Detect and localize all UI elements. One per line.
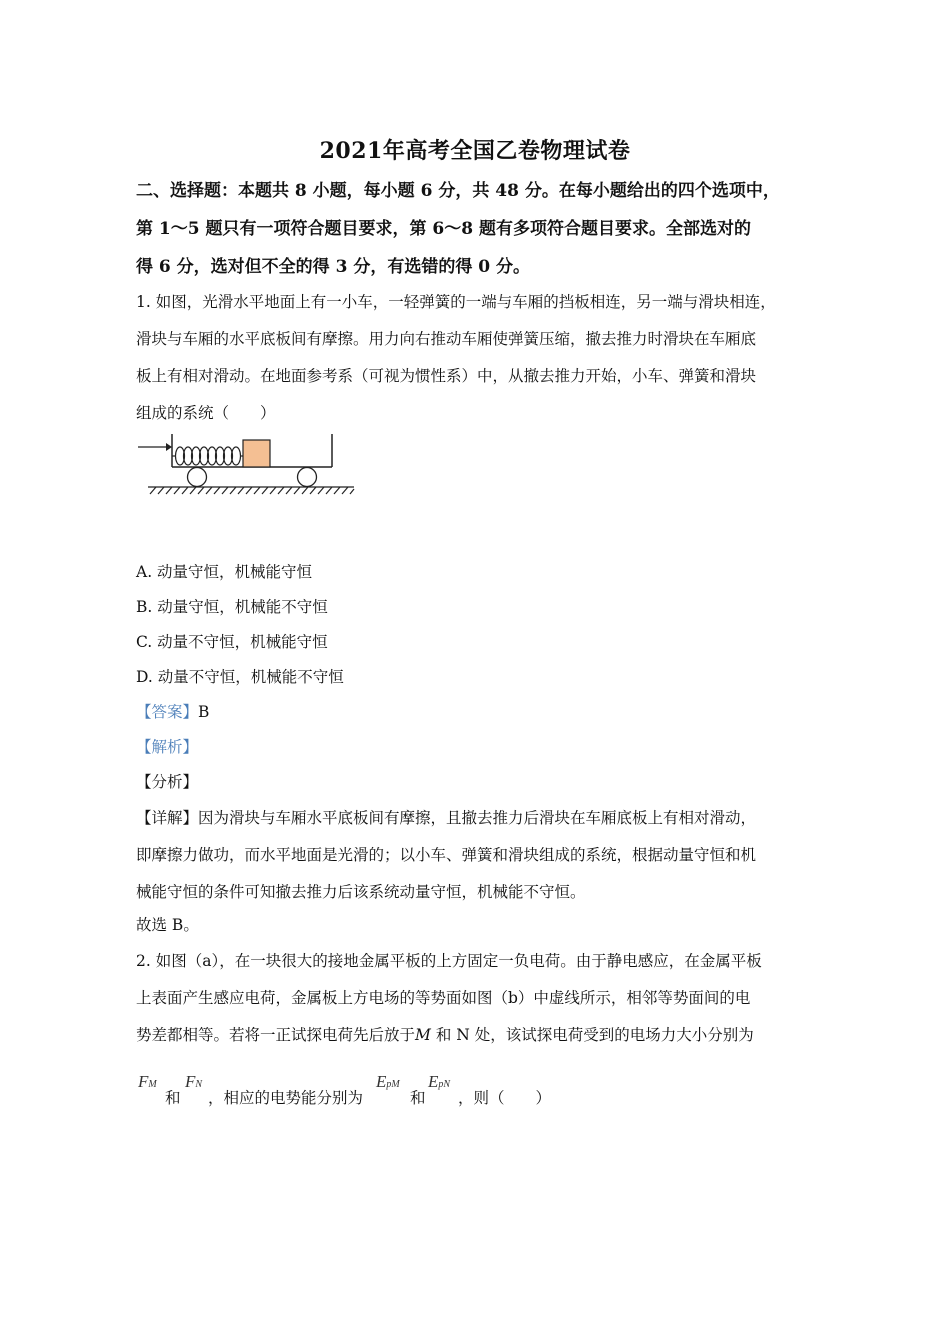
detail-line-1 <box>136 806 756 828</box>
q2-line3-end: 和 N 处，该试探电荷受到的电场力大小分别为 <box>430 1026 754 1044</box>
question-2-stem-line-2: 上表面产生感应电荷，金属板上方电场的等势面如图（b）中虚线所示，相邻等势面间的电 <box>136 989 751 1007</box>
detail-label: 【详解】 <box>136 809 199 827</box>
push-arrow <box>138 443 172 451</box>
energy-symbol-n: E <box>428 1072 439 1091</box>
energy-epn <box>428 1072 450 1092</box>
question-1-stem-line-3: 板上有相对滑动。在地面参考系（可视为惯性系）中，从撤去推力开始，小车、弹簧和滑块 <box>136 367 757 385</box>
point-m-label: M <box>415 1026 431 1044</box>
conclusion-line: 故选 B。 <box>136 916 199 934</box>
option-a: A. 动量守恒，机械能守恒 <box>136 563 313 581</box>
detail-line-2: 即摩擦力做功，而水平地面是光滑的；以小车、弹簧和滑块组成的系统，根据动量守恒和机 <box>136 846 757 864</box>
ground <box>148 487 354 494</box>
question-1-stem-line-4: 组成的系统（ ） <box>136 404 276 422</box>
energy-symbol-m: E <box>376 1072 387 1091</box>
analysis-label: 【解析】 <box>136 738 199 756</box>
energy-sub-n: pN <box>438 1079 451 1090</box>
spring <box>172 447 243 465</box>
cart-spring-block-diagram <box>136 430 358 498</box>
detail-text-1: 因为滑块与车厢水平底板间有摩擦，且撤去推力后滑块在车厢底板上有相对滑动， <box>198 809 757 827</box>
energy-epm <box>376 1072 400 1092</box>
answer-label: 【答案】 <box>136 703 199 721</box>
detail-line-3: 械能守恒的条件可知撤去推力后该系统动量守恒，机械能不守恒。 <box>136 883 586 901</box>
page-title: 2021年高考全国乙卷物理试卷 <box>319 138 631 164</box>
and-word-2: 和 <box>410 1089 426 1107</box>
force-symbol-m: F <box>138 1072 149 1091</box>
force-fm <box>138 1072 157 1092</box>
option-c: C. 动量不守恒，机械能守恒 <box>136 633 328 651</box>
q2-line3-start: 势差都相等。若将一正试探电荷先后放于 <box>136 1026 416 1044</box>
option-d: D. 动量不守恒，机械能不守恒 <box>136 668 344 686</box>
wheel-right <box>298 468 317 487</box>
fenxi-label: 【分析】 <box>136 773 199 791</box>
option-b: B. 动量守恒，机械能不守恒 <box>136 598 328 616</box>
slider-block <box>243 440 270 467</box>
section-instructions-line-3: 得 6 分，选对但不全的得 3 分，有选错的得 0 分。 <box>136 257 530 277</box>
question-2-stem-line-3 <box>136 1023 754 1045</box>
answer-value: B <box>198 703 210 721</box>
force-fn <box>185 1072 202 1092</box>
section-instructions-line-1: 二、选择题：本题共 8 小题，每小题 6 分，共 48 分。在每小题给出的四个选项中， <box>136 181 780 201</box>
wheel-left <box>188 468 207 487</box>
question-1-stem-line-2: 滑块与车厢的水平底板间有摩擦。用力向右推动车厢使弹簧压缩，撤去推力时滑块在车厢底 <box>136 330 757 348</box>
force-symbol-n: F <box>185 1072 196 1091</box>
question-1-stem-line-1: 1. 如图，光滑水平地面上有一小车，一轻弹簧的一端与车厢的挡板相连，另一端与滑块相连， <box>136 293 776 311</box>
energy-sub-m: pM <box>386 1079 400 1090</box>
then-text: ，则（ ） <box>458 1089 552 1107</box>
potential-energy-text: ，相应的电势能分别为 <box>208 1089 364 1107</box>
force-sub-n: N <box>195 1079 203 1090</box>
and-word-1: 和 <box>165 1089 181 1107</box>
section-instructions-line-2: 第 1～5 题只有一项符合题目要求，第 6～8 题有多项符合题目要求。全部选对的 <box>136 219 751 239</box>
force-sub-m: M <box>148 1079 157 1090</box>
answer-line <box>136 700 209 722</box>
question-2-stem-line-1: 2. 如图（a），在一块很大的接地金属平板的上方固定一负电荷。由于静电感应，在金属平板 <box>136 952 762 970</box>
